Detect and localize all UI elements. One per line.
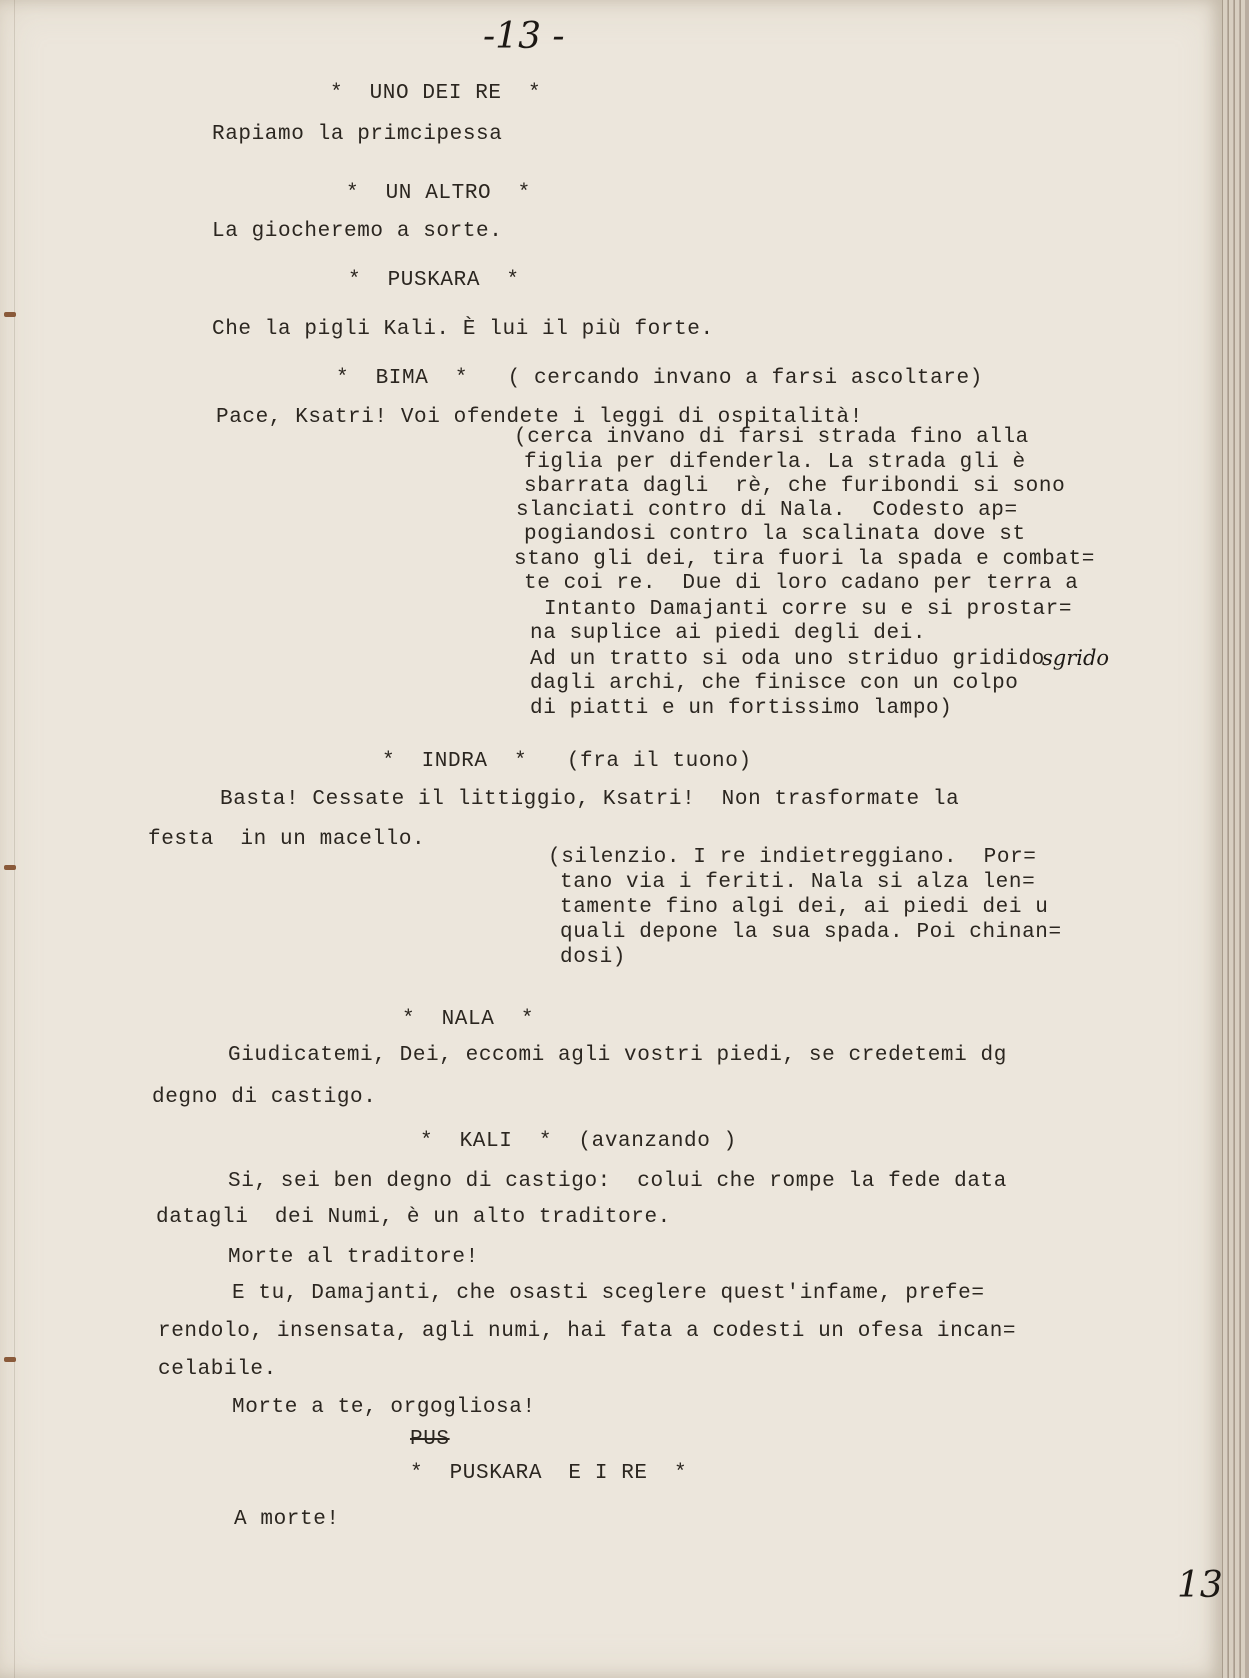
speaker-puskara: * PUSKARA * — [348, 269, 520, 292]
stage-direction-line: (cerca invano di farsi strada fino alla — [514, 426, 1029, 449]
corner-page-number: 13 — [1177, 1565, 1223, 1606]
struck-text: PUS — [410, 1428, 450, 1451]
dialogue-line: degno di castigo. — [152, 1086, 377, 1109]
page-number-handwritten: -13 - — [483, 16, 565, 57]
dialogue-line: Morte a te, orgogliosa! — [232, 1396, 536, 1419]
stage-direction-line: dagli archi, che finisce con un colpo — [530, 672, 1019, 695]
page-edge — [1234, 0, 1239, 1678]
page-edge — [1240, 0, 1245, 1678]
stage-direction-line: di piatti e un fortissimo lampo) — [530, 697, 953, 720]
page-edge — [1222, 0, 1227, 1678]
dialogue-line: La giocheremo a sorte. — [212, 220, 503, 243]
dialogue-line: Che la pigli Kali. È lui il più forte. — [212, 318, 714, 341]
stage-direction-line: stano gli dei, tira fuori la spada e combat= — [514, 548, 1095, 571]
stage-direction-line: Ad un tratto si oda uno striduo gridido — [530, 648, 1045, 671]
dialogue-line: datagli dei Numi, è un alto traditore. — [156, 1206, 671, 1229]
speaker-bima: * BIMA * ( cercando invano a farsi ascoltare) — [336, 367, 983, 390]
page-edge — [1228, 0, 1233, 1678]
stage-direction-line: figlia per difenderla. La strada gli è — [524, 451, 1026, 474]
dialogue-line: festa in un macello. — [148, 828, 426, 851]
speaker-kali: * KALI * (avanzando ) — [420, 1130, 737, 1153]
speaker-uno-dei-re: * UNO DEI RE * — [330, 82, 542, 105]
stage-direction-line: quali depone la sua spada. Poi chinan= — [560, 921, 1062, 944]
dialogue-line: Rapiamo la primcipessa — [212, 123, 503, 146]
dialogue-line: Basta! Cessate il littiggio, Ksatri! Non trasformate la — [220, 788, 960, 811]
speaker-puskara-e-i-re: * PUSKARA E I RE * — [410, 1462, 688, 1485]
stage-direction-line: dosi) — [560, 946, 627, 969]
stage-direction-line: tano via i feriti. Nala si alza len= — [560, 871, 1036, 894]
stage-direction-line: (silenzio. I re indietreggiano. Por= — [548, 846, 1037, 869]
dialogue-line: E tu, Damajanti, che osasti sceglere quest'infame, prefe= — [232, 1282, 985, 1305]
stage-direction-line: slanciati contro di Nala. Codesto ap= — [516, 499, 1018, 522]
stage-direction-line: sbarrata dagli rè, che furibondi si sono — [524, 475, 1066, 498]
speaker-indra: * INDRA * (fra il tuono) — [382, 750, 752, 773]
stage-direction-line: na suplice ai piedi degli dei. — [530, 622, 927, 645]
handwritten-correction: sgrido — [1042, 646, 1110, 670]
stage-direction-line: pogiandosi contro la scalinata dove st — [524, 523, 1026, 546]
dialogue-line: rendolo, insensata, agli numi, hai fata a codesti un ofesa incan= — [158, 1320, 1017, 1343]
dialogue-line: Morte al traditore! — [228, 1246, 479, 1269]
binding-stitch — [4, 865, 16, 870]
binding-fold — [14, 0, 15, 1678]
binding-stitch — [4, 312, 16, 317]
dialogue-line: A morte! — [234, 1508, 340, 1531]
speaker-nala: * NALA * — [402, 1008, 535, 1031]
binding-stitch — [4, 1357, 16, 1362]
stage-direction-line: te coi re. Due di loro cadano per terra a — [524, 572, 1079, 595]
stage-direction-line: tamente fino algi dei, ai piedi dei u — [560, 896, 1049, 919]
stage-direction-line: Intanto Damajanti corre su e si prostar= — [544, 598, 1073, 621]
dialogue-line: Giudicatemi, Dei, eccomi agli vostri piedi, se credetemi dg — [228, 1044, 1007, 1067]
dialogue-line: Pace, Ksatri! Voi ofendete i leggi di ospitalità! — [216, 406, 863, 429]
dialogue-line: celabile. — [158, 1358, 277, 1381]
speaker-un-altro: * UN ALTRO * — [346, 182, 531, 205]
dialogue-line: Si, sei ben degno di castigo: colui che rompe la fede data — [228, 1170, 1007, 1193]
